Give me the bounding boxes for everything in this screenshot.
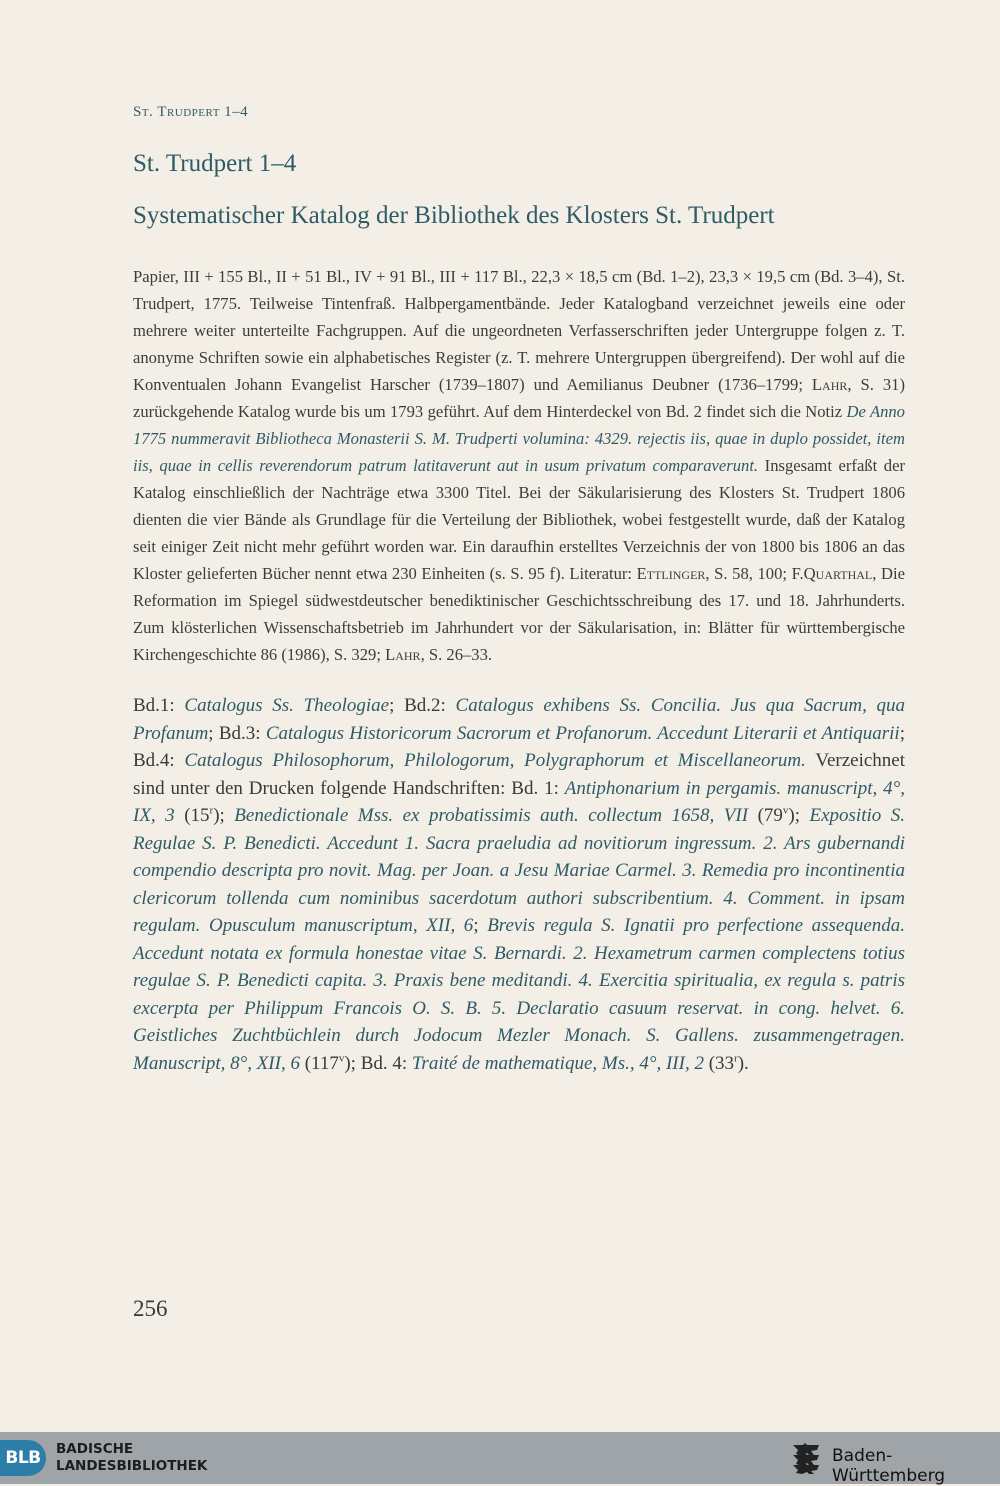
contents-paragraph <box>133 692 905 1077</box>
volume-3-label: ; Bd.3: <box>208 722 261 744</box>
folio-side: r <box>734 1052 738 1065</box>
footer-bar <box>0 1432 1000 1484</box>
author-ref-lahr: Lahr <box>811 375 848 394</box>
manuscript-separator: ; <box>473 915 479 936</box>
coat-of-arms-icon <box>790 1441 822 1475</box>
volume-4-label: ; Bd.4: <box>133 722 905 771</box>
desc-text-6: , S. 26–33. <box>420 645 493 664</box>
manuscript-ref-end: ); <box>213 805 225 826</box>
desc-text-2: , S. 31) zurückgehende Katalog wurde bis um 1793 geführt. Auf dem Hinterdeckel von Bd. 2 findet sich die Notiz <box>133 375 905 421</box>
manuscript-ref-end: ); <box>788 805 800 826</box>
volume-4-title: Catalogus Philosophorum, Philologorum, Polygraphorum et Miscellaneorum. <box>184 750 806 771</box>
library-name-line-1: BADISCHE <box>56 1441 134 1457</box>
manuscript-benedictionale: Benedictionale Mss. ex probatissimis auth. collectum 1658, VII <box>234 805 749 826</box>
hinterdeckel-notiz: De Anno 1775 nummeravit Bibliotheca Monasterii S. M. Trudperti volumina: 4329. rejectis iis, quae in duplo possidet, item iis, quae in cellis reverendorum patrum latitaverunt aut in usum privatum comparaverunt. <box>133 402 905 475</box>
folio-side: v <box>782 804 789 817</box>
library-name[interactable] <box>56 1441 207 1475</box>
page-number: 256 <box>133 1296 168 1321</box>
running-head: St. Trudpert 1–4 <box>133 104 249 120</box>
volume-1-label: Bd.1: <box>133 695 175 716</box>
desc-text-3: Insgesamt erfaßt der Katalog einschließlich der Nachträge etwa 3300 Titel. Bei der Säkularisierung des Klosters St. Trudpert 1806 dienten die vier Bände als Grundlage für die Verteilung der Bibliothek, wobei festgestellt wurde, daß der Katalog seit einiger Zeit nicht mehr geführt worden war. Ein daraufhin erstelltes Verzeichnis der von 1800 bis 1806 an das Kloster gelieferten Bücher nennt etwa 230 Einheiten (s. S. 95 f). Literatur: <box>133 456 905 583</box>
volume-2-title: Catalogus exhibens Ss. Concilia. Jus qua Sacrum, qua Profanum <box>133 695 906 744</box>
description-paragraph <box>133 263 905 668</box>
catalog-title: Systematischer Katalog der Bibliothek des Klosters St. Trudpert <box>133 202 775 229</box>
manuscript-ref: (33 <box>708 1052 735 1074</box>
volume-2-label: ; Bd.2: <box>389 695 446 716</box>
blb-logo[interactable]: BLB <box>0 1440 46 1476</box>
manuscript-antiphonarium: Antiphonarium in pergamis. manuscript, 4°, IX, 3 <box>133 777 906 826</box>
manuscript-ref: (15 <box>184 805 210 826</box>
volume-1-title: Catalogus Ss. Theologiae <box>184 695 390 716</box>
manuscript-ref: (117 <box>304 1052 339 1074</box>
manuscript-brevis-regula: Brevis regula S. Ignatii pro perfectione assequenda. Accedunt notata ex formula honestae vitae S. Bernardi. 2. Hexametrum carmen complectens totius regulae S. P. Benedicti capita. 3. Praxis bene meditandi. 4. Exercitia spiritualia, ex regula s. patris excerpta per Philippum Francois O. S. B. 5. Declaratio casuum reservat. in cong. helvet. 6. Geistliches Zuchtbüchlein durch Jodocum Mezler Monach. S. Gallens. zusammengetragen. Manuscript, 8°, XII, 6 <box>133 915 906 1074</box>
folio-side: r <box>209 804 214 817</box>
shelfmark-heading: St. Trudpert 1–4 <box>133 150 297 177</box>
desc-text-4: , S. 58, 100; F. <box>705 564 804 583</box>
manuscript-ref-end: ); Bd. 4: <box>344 1052 408 1074</box>
author-ref-lahr-2: Lahr <box>385 645 421 664</box>
manuscripts-intro: Verzeichnet sind unter den Drucken folgende Handschriften: Bd. 1: <box>133 750 905 799</box>
manuscript-ref-end: ). <box>737 1052 749 1074</box>
desc-text-5: , Die Reformation im Spiegel südwestdeutscher benediktinischer Geschichtsschreibung des 17. und 18. Jahrhunderts. Zum klösterlichen Wissenschaftsbetrieb im Jahrhundert vor der Säkularisation, in: Blätter für württembergische Kirchengeschichte 86 (1986), S. 329; <box>133 564 905 664</box>
state-name[interactable]: Baden-Württemberg <box>832 1446 946 1486</box>
library-name-line-2: LANDESBIBLIOTHEK <box>56 1458 208 1474</box>
folio-side: v <box>338 1052 345 1065</box>
manuscript-traite: Traité de mathematique, Ms., 4°, III, 2 <box>411 1052 704 1074</box>
volume-3-title: Catalogus Historicorum Sacrorum et Profanorum. Accedunt Literarii et Antiquarii <box>265 722 900 744</box>
desc-text-1: Papier, III + 155 Bl., II + 51 Bl., IV + 91 Bl., III + 117 Bl., 22,3 × 18,5 cm (Bd. 1–2), 23,3 × 19,5 cm (Bd. 3–4), St. Trudpert, 1775. Teilweise Tintenfraß. Halbpergamentbände. Jeder Katalogband verzeichnet jeweils eine oder mehrere weiter unterteilte Fachgruppen. Auf die ungeordneten Verfasserschriften jeder Untergruppe folgen z. T. anonyme Schriften sowie ein alphabetisches Register (z. T. mehrere Untergruppen übergreifend). Der wohl auf die Konventualen Johann Evangelist Harscher (1739–1807) und Aemilianus Deubner (1736–1799; <box>133 267 905 394</box>
author-ref-quarthal: Quarthal <box>803 564 873 583</box>
manuscript-expositio: Expositio S. Regulae S. P. Benedicti. Accedunt 1. Sacra praeludia ad novitiorum ingressum. 2. Ars gubernandi compendio descripta pro novit. Mag. per Joan. a Jesu Mariae Carmel. 3. Remedia pro incontinentia clericorum tollenda cum nominibus sacerdotum authori subscribentium. 4. Comment. in ipsam regulam. Opusculum manuscriptum, XII, 6 <box>133 805 906 936</box>
manuscript-ref: (79 <box>757 805 783 826</box>
author-ref-ettlinger: Ettlinger <box>636 564 706 583</box>
